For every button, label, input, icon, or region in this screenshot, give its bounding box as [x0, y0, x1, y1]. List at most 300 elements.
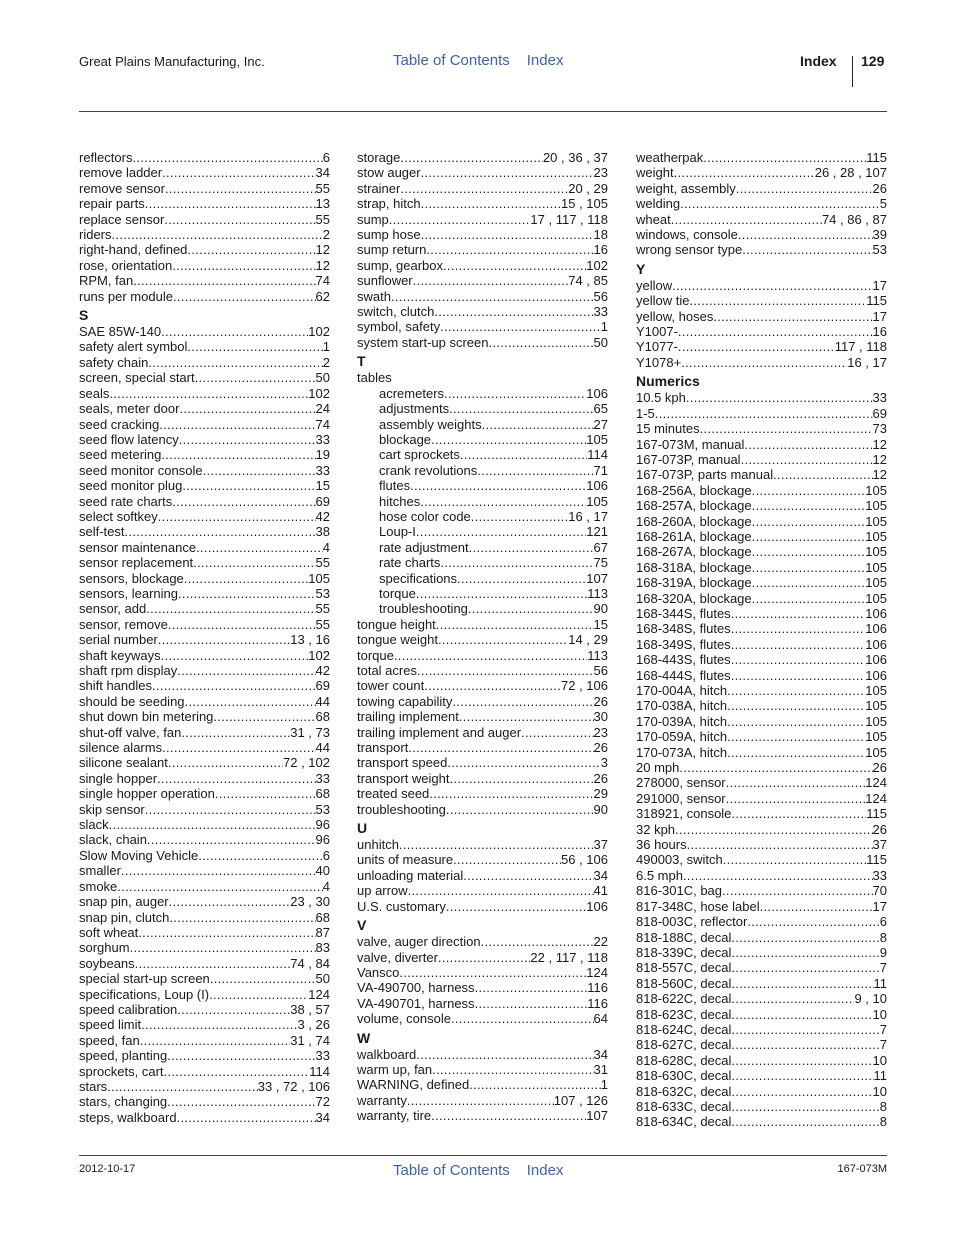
- dot-leader: [453, 852, 561, 867]
- page-reference[interactable]: 5: [879, 196, 887, 212]
- page-reference[interactable]: 105: [586, 431, 608, 447]
- index-term: weight: [636, 165, 674, 181]
- page-reference[interactable]: 15: [315, 478, 330, 494]
- page-reference[interactable]: 41: [593, 883, 608, 899]
- dot-leader: [158, 509, 316, 524]
- index-term: sensors, blockage: [79, 570, 184, 586]
- page-reference[interactable]: 116: [587, 980, 608, 996]
- page-reference[interactable]: 72 , 106: [561, 678, 608, 694]
- page-reference[interactable]: 34: [315, 165, 330, 181]
- page-reference[interactable]: 30: [593, 709, 608, 725]
- page-reference[interactable]: 62: [315, 288, 330, 304]
- page-reference[interactable]: 50: [593, 334, 608, 350]
- page-reference[interactable]: 90: [593, 801, 608, 817]
- dot-leader: [727, 698, 865, 713]
- page-reference[interactable]: 53: [315, 801, 330, 817]
- dot-leader: [172, 258, 315, 273]
- page-reference[interactable]: 26: [872, 180, 887, 196]
- dot-leader: [213, 709, 315, 724]
- page-reference[interactable]: 69: [315, 678, 330, 694]
- index-term: single hopper operation: [79, 786, 215, 802]
- page-reference[interactable]: 17: [872, 898, 887, 914]
- page-reference[interactable]: 56: [593, 288, 608, 304]
- page-reference[interactable]: 105: [865, 683, 887, 698]
- dot-leader: [731, 668, 866, 683]
- index-subentry: [357, 417, 608, 432]
- page-reference[interactable]: 37: [593, 837, 608, 853]
- index-letter-heading: U: [357, 820, 368, 837]
- index-entry: [79, 339, 330, 354]
- page-reference[interactable]: 9: [879, 944, 887, 960]
- page-reference[interactable]: 69: [315, 493, 330, 509]
- page-reference[interactable]: 23: [593, 724, 608, 740]
- page-reference[interactable]: 105: [865, 713, 887, 729]
- page-reference[interactable]: 102: [308, 385, 330, 401]
- page-reference[interactable]: 106: [865, 621, 887, 637]
- index-entry: [636, 339, 887, 354]
- page-reference[interactable]: 75: [593, 555, 608, 571]
- page-reference[interactable]: 26: [593, 770, 608, 786]
- page-reference[interactable]: 29: [593, 786, 608, 802]
- index-letter-heading: S: [79, 307, 89, 324]
- dot-leader: [169, 894, 291, 909]
- page-reference[interactable]: 124: [308, 986, 330, 1002]
- page-reference[interactable]: 68: [315, 909, 330, 925]
- page-reference[interactable]: 12: [315, 242, 330, 258]
- index-term: hose color code: [379, 508, 471, 524]
- index-entry: [357, 319, 608, 334]
- page-reference[interactable]: 14 , 29: [568, 632, 608, 648]
- page-reference[interactable]: 105: [865, 559, 887, 575]
- page-reference[interactable]: 106: [865, 652, 887, 668]
- dot-leader: [468, 601, 594, 616]
- index-entry: [79, 879, 330, 894]
- index-entry: [357, 273, 608, 288]
- page-reference[interactable]: 107: [586, 1108, 608, 1124]
- page-reference[interactable]: 8: [879, 929, 887, 945]
- page-reference[interactable]: 74: [315, 416, 330, 432]
- page-reference[interactable]: 4: [322, 539, 330, 555]
- index-term: stars, changing: [79, 1094, 168, 1110]
- index-term: repair parts: [79, 196, 145, 212]
- index-entry: [79, 1033, 330, 1048]
- page-reference[interactable]: 121: [586, 524, 608, 540]
- dot-leader: [727, 714, 865, 729]
- page-reference[interactable]: 67: [593, 539, 608, 555]
- page-reference[interactable]: 17 , 117 , 118: [530, 211, 608, 227]
- dot-leader: [431, 432, 586, 447]
- page-reference[interactable]: 105: [865, 729, 887, 745]
- page-reference[interactable]: 22 , 117 , 118: [530, 949, 608, 965]
- page-reference[interactable]: 33: [315, 770, 330, 786]
- page-reference[interactable]: 26 , 28 , 107: [814, 165, 887, 181]
- page-reference[interactable]: 2: [322, 227, 330, 243]
- page-reference[interactable]: 44: [315, 693, 330, 709]
- index-term: troubleshooting: [379, 601, 468, 617]
- page-reference[interactable]: 33 , 72 , 106: [257, 1078, 330, 1094]
- page-reference[interactable]: 37: [872, 837, 887, 853]
- dot-leader: [444, 386, 586, 401]
- page-reference[interactable]: 105: [865, 498, 887, 514]
- page-reference[interactable]: 17: [872, 308, 887, 324]
- index-entry: [636, 976, 887, 991]
- index-entry: [79, 786, 330, 801]
- table-of-contents-link[interactable]: Table of Contents: [393, 52, 510, 69]
- page-reference[interactable]: 56 , 106: [561, 852, 608, 868]
- index-term: walkboard: [357, 1046, 417, 1062]
- page-reference[interactable]: 12: [872, 436, 887, 452]
- index-subentry: [357, 478, 608, 493]
- index-term: 818-633C, decal: [636, 1098, 732, 1114]
- page-reference[interactable]: 55: [315, 211, 330, 227]
- page-reference[interactable]: 106: [586, 898, 608, 914]
- index-term: riders: [79, 227, 112, 243]
- page-reference[interactable]: 34: [593, 867, 608, 883]
- page-reference[interactable]: 16 , 17: [568, 508, 608, 524]
- dot-leader: [117, 879, 322, 894]
- page-reference[interactable]: 10: [872, 1006, 887, 1022]
- dot-leader: [451, 1011, 594, 1026]
- index-term: sump return: [357, 242, 427, 258]
- page-reference[interactable]: 96: [315, 832, 330, 848]
- index-term: Y1007-: [636, 324, 678, 340]
- index-term: runs per module: [79, 288, 173, 304]
- dot-leader: [173, 289, 316, 304]
- index-entry: [79, 524, 330, 539]
- index-entry: [357, 289, 608, 304]
- page-reference[interactable]: 6: [322, 847, 330, 863]
- index-entry: [79, 971, 330, 986]
- page-reference[interactable]: 1: [600, 319, 608, 335]
- page-reference[interactable]: 124: [586, 964, 608, 980]
- page-reference[interactable]: 9 , 10: [854, 991, 887, 1007]
- dot-leader: [145, 196, 316, 211]
- page-reference[interactable]: 117 , 118: [834, 339, 887, 355]
- page-reference[interactable]: 55: [315, 616, 330, 632]
- page-reference[interactable]: 115: [866, 852, 887, 868]
- page-reference[interactable]: 115: [866, 150, 887, 165]
- page-reference[interactable]: 31 , 74: [290, 1032, 330, 1048]
- page-number: 129: [861, 53, 885, 69]
- page-reference[interactable]: 114: [309, 1063, 330, 1079]
- page-reference[interactable]: 74 , 85: [568, 273, 608, 289]
- page-reference[interactable]: 33: [872, 867, 887, 883]
- index-entry: [636, 575, 887, 590]
- page-reference[interactable]: 113: [587, 647, 608, 663]
- page-reference[interactable]: 6: [879, 914, 887, 930]
- index-link[interactable]: Index: [526, 1162, 564, 1179]
- dot-leader: [683, 868, 873, 883]
- page-reference[interactable]: 38: [315, 524, 330, 540]
- page-reference[interactable]: 72: [315, 1094, 330, 1110]
- page-reference[interactable]: 73: [872, 421, 887, 437]
- page-reference[interactable]: 13 , 16: [290, 632, 330, 648]
- index-term: U.S. customary: [357, 898, 446, 914]
- dot-leader: [148, 355, 322, 370]
- page-reference[interactable]: 23: [593, 165, 608, 181]
- page-reference[interactable]: 74: [315, 273, 330, 289]
- page-reference[interactable]: 11: [873, 975, 887, 991]
- dot-leader: [140, 1033, 291, 1048]
- page-reference[interactable]: 31 , 73: [290, 724, 330, 740]
- page-reference[interactable]: 106: [865, 605, 887, 621]
- page-reference[interactable]: 39: [872, 227, 887, 243]
- page-reference[interactable]: 83: [315, 940, 330, 956]
- page-reference[interactable]: 8: [879, 1114, 887, 1130]
- page-reference[interactable]: 11: [873, 1068, 887, 1084]
- index-term: silence alarms: [79, 740, 163, 756]
- index-entry: [79, 571, 330, 586]
- index-subentry: [357, 555, 608, 570]
- page-reference[interactable]: 105: [586, 493, 608, 509]
- page-reference[interactable]: 10: [872, 1052, 887, 1068]
- page-reference[interactable]: 53: [872, 242, 887, 258]
- page-reference[interactable]: 31: [593, 1061, 608, 1077]
- index-term: flutes: [379, 478, 411, 494]
- dot-leader: [400, 181, 568, 196]
- page-reference[interactable]: 55: [315, 601, 330, 617]
- page-reference[interactable]: 38 , 57: [290, 1001, 330, 1017]
- index-term: acremeters: [379, 385, 445, 401]
- page-reference[interactable]: 16: [593, 242, 608, 258]
- index-term: 291000, sensor: [636, 790, 726, 806]
- index-entry: [357, 694, 608, 709]
- page-reference[interactable]: 2: [322, 354, 330, 370]
- page-reference[interactable]: 105: [865, 575, 887, 591]
- index-term: trailing implement and auger: [357, 724, 522, 740]
- index-entry: [636, 390, 887, 405]
- page-reference[interactable]: 56: [593, 663, 608, 678]
- page-reference[interactable]: 105: [865, 590, 887, 606]
- page-reference[interactable]: 102: [308, 647, 330, 663]
- page-reference[interactable]: 114: [587, 447, 608, 463]
- page-reference[interactable]: 16: [872, 324, 887, 340]
- dot-leader: [438, 950, 530, 965]
- index-entry: [79, 863, 330, 878]
- index-entry: [636, 483, 887, 498]
- index-entry: [79, 956, 330, 971]
- index-entry: [79, 181, 330, 196]
- page-reference[interactable]: 115: [866, 806, 887, 822]
- page-reference[interactable]: 33: [315, 1048, 330, 1064]
- page-reference[interactable]: 17: [872, 277, 887, 293]
- dot-leader: [179, 401, 315, 416]
- page-reference[interactable]: 115: [866, 293, 887, 309]
- page-reference[interactable]: 106: [586, 385, 608, 401]
- index-term: special start-up screen: [79, 971, 210, 987]
- page-reference[interactable]: 102: [308, 324, 330, 340]
- page-reference[interactable]: 22: [593, 934, 608, 950]
- index-entry: [79, 802, 330, 817]
- dot-leader: [440, 555, 593, 570]
- page-reference[interactable]: 12: [872, 467, 887, 483]
- page-reference[interactable]: 3: [600, 755, 608, 771]
- page-reference[interactable]: 87: [315, 924, 330, 940]
- page-reference[interactable]: 113: [587, 585, 608, 601]
- index-entry: [636, 806, 887, 821]
- dot-leader: [168, 755, 283, 770]
- page-reference[interactable]: 8: [879, 1098, 887, 1114]
- page-reference[interactable]: 40: [315, 863, 330, 879]
- index-term: blockage: [379, 431, 432, 447]
- page-reference[interactable]: 65: [593, 401, 608, 417]
- page-reference[interactable]: 23 , 30: [290, 894, 330, 910]
- page-reference[interactable]: 10: [872, 1083, 887, 1099]
- dot-leader: [752, 575, 866, 590]
- index-term: strainer: [357, 180, 401, 196]
- index-link[interactable]: Index: [526, 52, 564, 69]
- index-term: sensor, remove: [79, 616, 168, 632]
- page-reference[interactable]: 96: [315, 817, 330, 833]
- index-entry: [79, 848, 330, 863]
- dot-leader: [157, 771, 315, 786]
- dot-leader: [726, 775, 866, 790]
- dot-leader: [399, 965, 586, 980]
- index-entry: [636, 1084, 887, 1099]
- page-reference[interactable]: 16 , 17: [847, 354, 887, 370]
- page-reference[interactable]: 20 , 29: [568, 180, 608, 196]
- dot-leader: [752, 591, 866, 606]
- index-term: yellow, hoses: [636, 308, 714, 324]
- page-reference[interactable]: 105: [865, 528, 887, 544]
- page-reference[interactable]: 1: [322, 339, 330, 355]
- dot-leader: [121, 863, 316, 878]
- page-reference[interactable]: 55: [315, 180, 330, 196]
- page-reference[interactable]: 106: [865, 636, 887, 652]
- page-reference[interactable]: 12: [872, 451, 887, 467]
- page-reference[interactable]: 70: [872, 883, 887, 899]
- page-reference[interactable]: 26: [872, 821, 887, 837]
- index-entry: [357, 663, 608, 678]
- index-term: system start-up screen: [357, 334, 489, 350]
- index-term: 318921, console: [636, 806, 732, 822]
- index-entry: [636, 914, 887, 929]
- page-reference[interactable]: 42: [315, 508, 330, 524]
- page-reference[interactable]: 105: [865, 513, 887, 529]
- index-entry: [636, 868, 887, 883]
- index-term: units of measure: [357, 852, 454, 868]
- dot-leader: [446, 899, 586, 914]
- page-reference[interactable]: 24: [315, 401, 330, 417]
- page-reference[interactable]: 26: [872, 760, 887, 776]
- page-reference[interactable]: 105: [865, 698, 887, 714]
- page-reference[interactable]: 26: [593, 740, 608, 756]
- page-reference[interactable]: 7: [879, 1037, 887, 1053]
- page-reference[interactable]: 64: [593, 1011, 608, 1027]
- page-reference[interactable]: 50: [315, 971, 330, 987]
- page-reference[interactable]: 34: [593, 1046, 608, 1062]
- dot-leader: [752, 498, 866, 513]
- index-term: specifications: [379, 570, 458, 586]
- page-reference[interactable]: 33: [593, 304, 608, 320]
- page-reference[interactable]: 124: [865, 790, 887, 806]
- index-entry: [357, 227, 608, 242]
- page-reference[interactable]: 7: [879, 1021, 887, 1037]
- page-reference[interactable]: 55: [315, 555, 330, 571]
- page-reference[interactable]: 105: [308, 570, 330, 586]
- index-subentry: [357, 571, 608, 586]
- index-entry: [357, 632, 608, 647]
- page-reference[interactable]: 102: [586, 257, 608, 273]
- dot-leader: [184, 571, 309, 586]
- page-reference[interactable]: 124: [865, 775, 887, 791]
- page-reference[interactable]: 116: [587, 995, 608, 1011]
- page-reference[interactable]: 6: [322, 150, 330, 165]
- dot-leader: [187, 339, 322, 354]
- page-reference[interactable]: 1: [600, 1077, 608, 1093]
- page-reference[interactable]: 71: [593, 462, 608, 478]
- page-reference[interactable]: 33: [872, 390, 887, 406]
- page-reference[interactable]: 106: [586, 478, 608, 494]
- page-reference[interactable]: 107 , 126: [553, 1092, 608, 1108]
- dot-leader: [434, 304, 593, 319]
- page-reference[interactable]: 68: [315, 709, 330, 725]
- dot-leader: [752, 483, 866, 498]
- index-term: 168-348S, flutes: [636, 621, 731, 637]
- page-reference[interactable]: 3 , 26: [297, 1017, 330, 1033]
- page-reference[interactable]: 33: [315, 431, 330, 447]
- dot-leader: [172, 494, 315, 509]
- table-of-contents-link[interactable]: Table of Contents: [393, 1162, 510, 1179]
- index-entry: [636, 278, 887, 293]
- dot-leader: [177, 1002, 290, 1017]
- page-reference[interactable]: 27: [593, 416, 608, 432]
- page-reference[interactable]: 105: [865, 482, 887, 498]
- page-reference[interactable]: 12: [315, 257, 330, 273]
- page-reference[interactable]: 90: [593, 601, 608, 617]
- page-reference[interactable]: 106: [865, 667, 887, 683]
- page-reference[interactable]: 15: [593, 616, 608, 632]
- dot-leader: [161, 324, 308, 339]
- page-reference[interactable]: 68: [315, 786, 330, 802]
- index-term: 818-623C, decal: [636, 1006, 732, 1022]
- page-reference[interactable]: 105: [865, 744, 887, 760]
- page-reference[interactable]: 20 , 36 , 37: [542, 150, 608, 165]
- page-reference[interactable]: 50: [315, 370, 330, 386]
- page-reference[interactable]: 72 , 102: [283, 755, 330, 771]
- index-entry: [357, 1047, 608, 1062]
- page-reference[interactable]: 26: [593, 693, 608, 709]
- page-reference[interactable]: 15 , 105: [561, 196, 608, 212]
- dot-leader: [215, 786, 316, 801]
- page-reference[interactable]: 74 , 84: [290, 955, 330, 971]
- index-term: transport weight: [357, 770, 450, 786]
- page-reference[interactable]: 13: [315, 196, 330, 212]
- page-reference[interactable]: 19: [315, 447, 330, 463]
- page-reference[interactable]: 69: [872, 405, 887, 421]
- index-term: torque: [379, 585, 416, 601]
- page-reference[interactable]: 42: [315, 663, 330, 678]
- index-term: swath: [357, 288, 391, 304]
- page-reference[interactable]: 4: [322, 878, 330, 894]
- page-reference[interactable]: 7: [879, 960, 887, 976]
- index-entry: [636, 960, 887, 975]
- page-reference[interactable]: 105: [865, 544, 887, 560]
- page-reference[interactable]: 44: [315, 740, 330, 756]
- page-reference[interactable]: 33: [315, 462, 330, 478]
- index-subentry: [357, 540, 608, 555]
- page-reference[interactable]: 74 , 86 , 87: [821, 211, 887, 227]
- page-reference[interactable]: 107: [586, 570, 608, 586]
- index-subentry: [357, 401, 608, 416]
- page-reference[interactable]: 18: [593, 227, 608, 243]
- index-entry: [357, 196, 608, 211]
- dot-leader: [463, 868, 593, 883]
- page-reference[interactable]: 34: [315, 1109, 330, 1125]
- index-term: 818-630C, decal: [636, 1068, 732, 1084]
- page-reference[interactable]: 53: [315, 585, 330, 601]
- index-term: skip sensor: [79, 801, 145, 817]
